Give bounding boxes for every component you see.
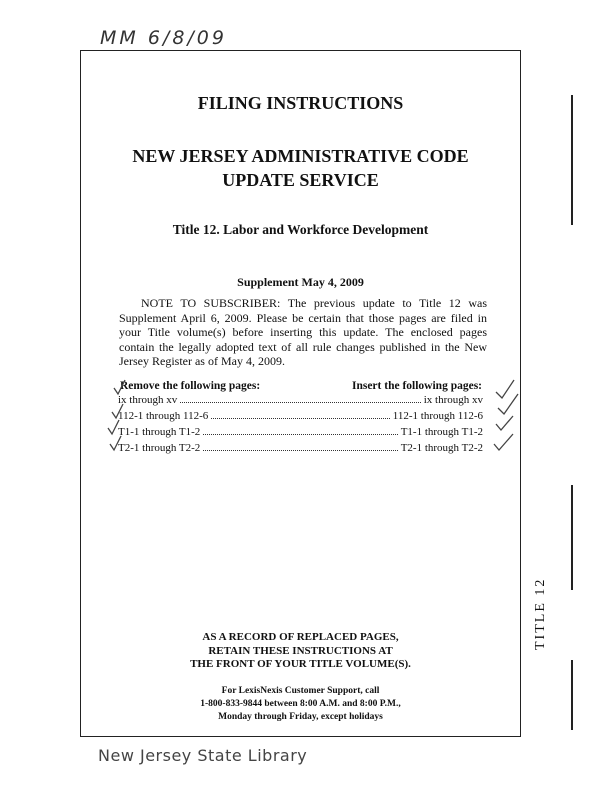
remove-pages: 112-1 through 112-6: [118, 410, 209, 422]
support-line-1: For LexisNexis Customer Support, call: [221, 686, 380, 696]
insert-pages: ix through xv: [423, 394, 483, 406]
remove-header: Remove the following pages:: [120, 380, 261, 392]
side-binding-mark: [571, 485, 573, 590]
document-title: FILING INSTRUCTIONS: [197, 93, 404, 113]
record-line-1: AS A RECORD OF REPLACED PAGES,: [202, 631, 399, 643]
remove-pages: ix through xv: [118, 394, 178, 406]
side-binding-mark: [571, 660, 573, 730]
check-mark-icon: [496, 380, 514, 398]
check-mark-icon: [496, 416, 513, 430]
subtitle-line-2: UPDATE SERVICE: [222, 170, 379, 190]
subtitle-line-1: NEW JERSEY ADMINISTRATIVE CODE: [132, 146, 469, 166]
note-text: NOTE TO SUBSCRIBER: The previous update to Title 12 was Supplement April 6, 2009. Please be certain that those pages are filed in your Title volume(s) before inserting this update. The enclosed pages contain the legally adopted text of all rule changes published in the New Jersey Register as of May 4, 2009.: [119, 296, 487, 369]
insert-pages: 112-1 through 112-6: [392, 410, 483, 422]
insert-pages: T2-1 through T2-2: [400, 442, 483, 454]
supplement-date: Supplement May 4, 2009: [237, 275, 364, 289]
remove-pages: T2-1 through T2-2: [118, 442, 201, 454]
handwritten-initials-date: MM 6/8/09: [100, 27, 227, 49]
check-mark-icon: [110, 436, 121, 450]
customer-support-info: [80, 685, 521, 724]
support-line-2: 1-800-833-9844 between 8:00 A.M. and 8:00 P.M.,: [200, 699, 401, 709]
record-line-2: RETAIN THESE INSTRUCTIONS AT: [208, 644, 393, 657]
side-binding-mark: [571, 95, 573, 225]
side-title-tab: TITLE 12: [533, 577, 548, 650]
record-line-3: THE FRONT OF YOUR TITLE VOLUME(S).: [190, 658, 411, 670]
remove-pages: T1-1 through T1-2: [118, 426, 201, 438]
check-mark-icon: [108, 420, 119, 434]
title-section: Title 12. Labor and Workforce Development: [172, 222, 429, 237]
check-mark-icon: [494, 434, 513, 450]
check-mark-icon: [112, 404, 123, 418]
record-instruction: [80, 631, 521, 672]
insert-pages: T1-1 through T1-2: [400, 426, 483, 438]
insert-header: Insert the following pages:: [351, 380, 482, 392]
check-mark-icon: [114, 380, 125, 394]
library-stamp: New Jersey State Library: [98, 746, 308, 765]
support-line-3: Monday through Friday, except holidays: [218, 712, 383, 722]
